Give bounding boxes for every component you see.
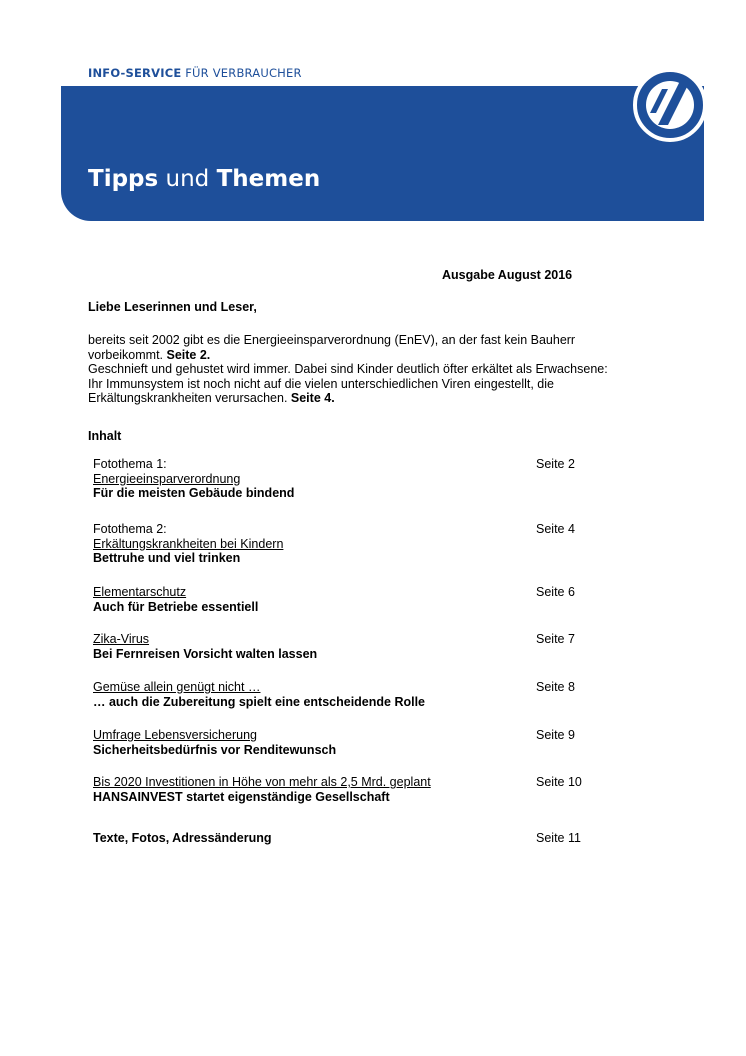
header-band [61, 86, 704, 221]
title-word-themen: Themen [216, 166, 321, 192]
intro-paragraph-2 [88, 362, 608, 406]
toc-page: Seite 4 [536, 522, 575, 536]
toc-topic[interactable]: Bis 2020 Investitionen in Höhe von mehr als 2,5 Mrd. geplant [93, 775, 431, 789]
title-word-und: und [158, 166, 217, 192]
toc-kicker: Fotothema 1: [93, 457, 167, 471]
toc-entry[interactable] [93, 728, 613, 757]
toc-entry[interactable] [93, 585, 613, 614]
toc-topic[interactable]: Erkältungskrankheiten bei Kindern [93, 536, 284, 551]
toc-entry[interactable] [93, 457, 613, 501]
toc-headline: Für die meisten Gebäude bindend [93, 486, 295, 500]
toc-entry[interactable] [93, 632, 613, 661]
company-logo-icon [632, 67, 708, 143]
intro-p2-ref: Seite 4. [290, 391, 335, 405]
toc-page: Seite 10 [536, 775, 582, 789]
toc-headline: Auch für Betriebe essentiell [93, 599, 259, 614]
toc-headline: HANSAINVEST startet eigenständige Gesellschaft [93, 789, 390, 804]
toc-entry[interactable] [93, 775, 613, 804]
intro-text [88, 333, 608, 406]
toc-topic[interactable]: Umfrage Lebensversicherung [93, 728, 257, 742]
intro-paragraph-1 [88, 333, 608, 362]
intro-p2-text: Geschnieft und gehustet wird immer. Dabei sind Kinder deutlich öfter erkältet als Erwachsene: Ihr Immunsystem ist noch nicht auf die vielen unterschiedlichen Viren eingestellt, die Erkältungskrankheiten verursachen. [88, 362, 608, 405]
toc-headline: Texte, Fotos, Adressänderung [93, 831, 272, 845]
toc-headline: Bettruhe und viel trinken [93, 551, 241, 565]
title-word-tipps: Tipps [88, 166, 159, 192]
page-title [88, 166, 320, 192]
toc-heading: Inhalt [88, 429, 122, 443]
toc-headline: Sicherheitsbedürfnis vor Renditewunsch [93, 742, 337, 757]
toc-headline: … auch die Zubereitung spielt eine entscheidende Rolle [93, 694, 426, 709]
org-tagline-bold: INFO-SERVICE [88, 66, 182, 80]
toc-topic[interactable]: Gemüse allein genügt nicht … [93, 680, 261, 694]
toc-entry[interactable] [93, 831, 613, 846]
intro-p1-text: bereits seit 2002 gibt es die Energieeinsparverordnung (EnEV), an der fast kein Bauherr vorbeikommt. [88, 333, 576, 362]
toc-topic[interactable]: Elementarschutz [93, 585, 187, 599]
toc-page: Seite 2 [536, 457, 575, 471]
toc-topic[interactable]: Energieeinsparverordnung [93, 471, 241, 486]
toc-topic[interactable]: Zika-Virus [93, 632, 150, 646]
issue-date: Ausgabe August 2016 [442, 268, 573, 282]
toc-kicker: Fotothema 2: [93, 522, 167, 536]
toc-page: Seite 6 [536, 585, 575, 599]
org-tagline-rest: FÜR VERBRAUCHER [181, 66, 302, 80]
toc-headline: Bei Fernreisen Vorsicht walten lassen [93, 646, 318, 661]
toc-page: Seite 8 [536, 680, 575, 694]
toc-page: Seite 11 [536, 831, 581, 845]
greeting: Liebe Leserinnen und Leser, [88, 300, 257, 314]
org-tagline [88, 66, 302, 80]
toc-entry[interactable] [93, 680, 613, 709]
toc-page: Seite 7 [536, 632, 575, 646]
toc-page: Seite 9 [536, 728, 575, 742]
intro-p1-ref: Seite 2. [166, 347, 211, 362]
toc-entry[interactable] [93, 522, 613, 566]
